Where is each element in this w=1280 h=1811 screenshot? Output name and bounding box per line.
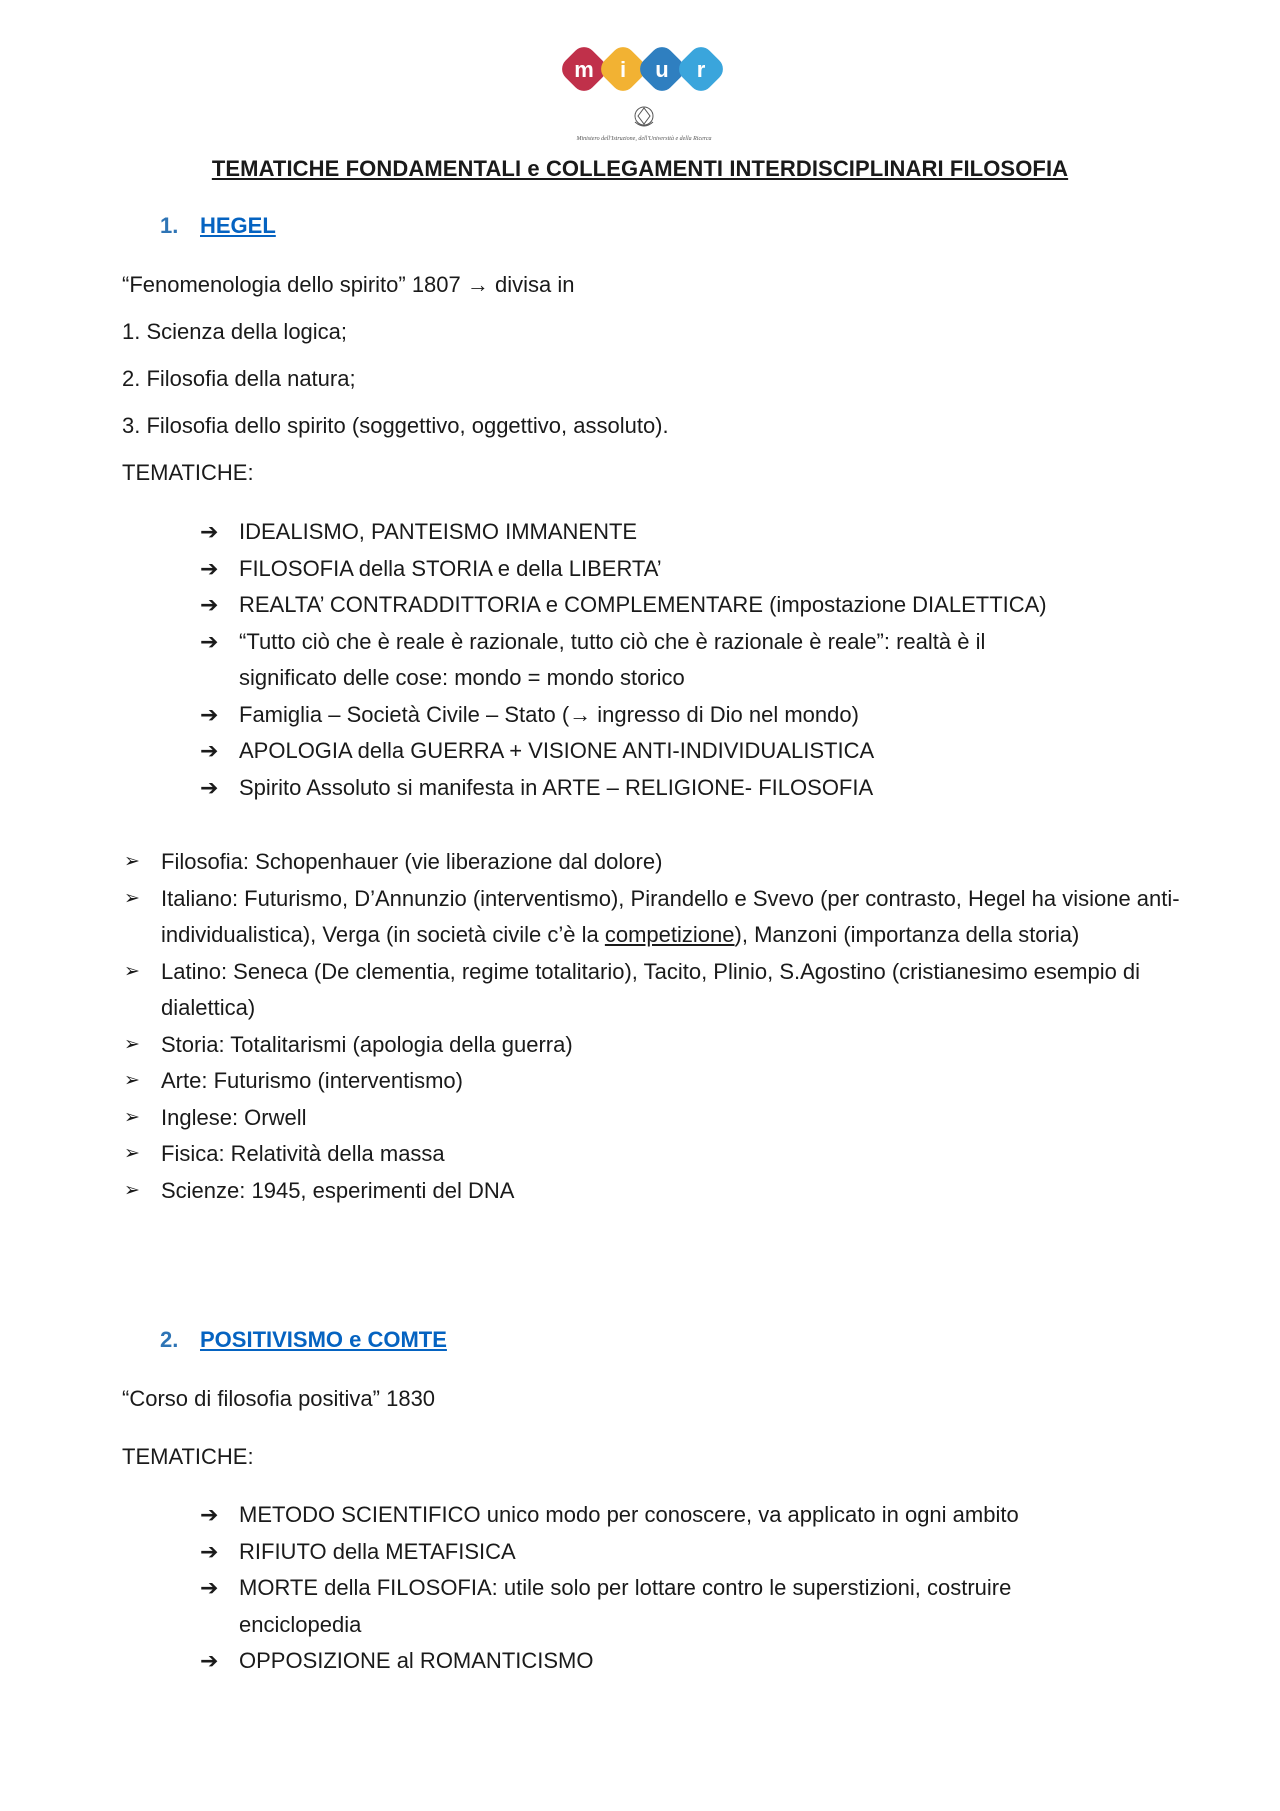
work-text: “Fenomenologia dello spirito” 1807: [122, 272, 467, 297]
list-item-text: IDEALISMO, PANTEISMO IMMANENTE: [239, 519, 638, 544]
triangle-bullet-icon: ➢: [124, 1070, 140, 1091]
section-title[interactable]: POSITIVISMO e COMTE: [200, 1327, 447, 1352]
list-item: [122, 844, 1182, 881]
right-arrow-icon: →: [466, 272, 489, 297]
list-item-text: APOLOGIA della GUERRA + VISIONE ANTI-INDIVIDUALISTICA: [239, 738, 875, 763]
list-item: [200, 697, 1160, 734]
list-item-text: Filosofia: Schopenhauer (vie liberazione dal dolore): [161, 849, 663, 874]
list-item: [122, 1027, 1182, 1064]
arrow-bullet-icon: ➔: [200, 628, 219, 654]
section-heading-hegel: [160, 213, 276, 239]
comte-work-line: “Corso di filosofia positiva” 1830: [122, 1386, 436, 1411]
list-item: [200, 770, 1160, 807]
page-title: TEMATICHE FONDAMENTALI e COLLEGAMENTI INTERDISCIPLINARI FILOSOFIA: [211, 156, 1069, 181]
miur-logo: [559, 44, 729, 144]
arrow-bullet-icon: ➔: [200, 555, 219, 581]
list-item-text: FILOSOFIA della STORIA e della LIBERTA’: [239, 555, 662, 581]
miur-logo-graphic: [559, 44, 729, 144]
hegel-part: 1. Scienza della logica;: [122, 319, 348, 344]
right-arrow-icon: →: [569, 701, 592, 727]
work-text-suffix: divisa in: [488, 272, 575, 297]
list-item: [200, 1534, 1160, 1571]
triangle-bullet-icon: ➢: [124, 887, 140, 909]
list-item-text: ingresso di Dio nel mondo): [591, 701, 859, 727]
list-item: [122, 881, 1182, 954]
arrow-bullet-icon: ➔: [200, 1538, 219, 1564]
list-item-text: Storia: Totalitarismi (apologia della guerra): [161, 1031, 573, 1057]
list-item: [200, 733, 1160, 770]
underlined-word: competizione: [604, 922, 735, 947]
arrow-bullet-icon: ➔: [200, 1502, 219, 1527]
section-title[interactable]: HEGEL: [200, 213, 276, 238]
list-item-text: METODO SCIENTIFICO unico modo per conoscere, va applicato in ogni ambito: [239, 1502, 1019, 1527]
list-item: [200, 624, 1079, 697]
arrow-bullet-icon: ➔: [200, 738, 219, 763]
list-item-text: Inglese: Orwell: [161, 1104, 307, 1130]
hegel-links-list: [122, 844, 1182, 1209]
arrow-bullet-icon: ➔: [200, 1648, 219, 1673]
triangle-bullet-icon: ➢: [124, 851, 140, 872]
list-item: [122, 1063, 1182, 1100]
section-number: 2.: [160, 1327, 179, 1352]
comte-themes-list: [200, 1497, 1160, 1680]
list-item: [200, 514, 1160, 551]
logo-letter-u: u: [655, 57, 669, 82]
triangle-bullet-icon: ➢: [124, 1179, 140, 1201]
hegel-part: 2. Filosofia della natura;: [122, 366, 356, 391]
list-item-text: Arte: Futurismo (interventismo): [161, 1068, 463, 1093]
list-item-text: Latino: Seneca (De clementia, regime totalitario), Tacito, Plinio, S.Agostino (cristianesimo esempio di dialettica): [161, 958, 1141, 1020]
list-item: [200, 1570, 1139, 1643]
triangle-bullet-icon: ➢: [124, 1106, 140, 1128]
list-item-text: Fisica: Relatività della massa: [161, 1141, 445, 1166]
logo-letter-i: i: [619, 57, 627, 82]
arrow-bullet-icon: ➔: [200, 701, 219, 727]
themes-label: TEMATICHE:: [122, 1444, 254, 1469]
list-item: [200, 551, 1160, 588]
logo-letter-m: m: [574, 57, 594, 82]
arrow-bullet-icon: ➔: [200, 1575, 219, 1600]
logo-letter-r: r: [696, 57, 706, 82]
arrow-bullet-icon: ➔: [200, 519, 219, 544]
list-item-text: “Tutto ciò che è reale è razionale, tutto ciò che è razionale è reale”: realtà è il significato delle cose: mondo = mondo storico: [239, 628, 986, 690]
themes-label: TEMATICHE:: [122, 460, 254, 485]
list-item: [200, 1643, 1160, 1680]
hegel-part: 3. Filosofia dello spirito (soggettivo, oggettivo, assoluto).: [122, 413, 669, 438]
triangle-bullet-icon: ➢: [124, 1143, 140, 1164]
list-item-text: OPPOSIZIONE al ROMANTICISMO: [239, 1648, 594, 1673]
list-item-text: Famiglia – Società Civile – Stato (: [239, 701, 570, 727]
list-item: [122, 1136, 1182, 1173]
triangle-bullet-icon: ➢: [124, 1033, 140, 1055]
list-item-text: Spirito Assoluto si manifesta in ARTE – RELIGIONE- FILOSOFIA: [239, 774, 874, 800]
logo-caption: Ministero dell'Istruzione, dell'Università e della Ricerca: [576, 136, 712, 142]
list-item: [200, 1497, 1160, 1534]
list-item-text: ), Manzoni (importanza della storia): [734, 922, 1080, 947]
list-item-text: MORTE della FILOSOFIA: utile solo per lottare contro le superstizioni, costruire enciclopedia: [239, 1575, 1012, 1637]
list-item-text: REALTA’ CONTRADDITTORIA e COMPLEMENTARE (impostazione DIALETTICA): [239, 592, 1047, 617]
hegel-themes-list: [200, 514, 1160, 806]
hegel-work-line: [122, 272, 574, 298]
list-item: [122, 954, 1141, 1027]
list-item-text: Scienze: 1945, esperimenti del DNA: [161, 1177, 515, 1203]
triangle-bullet-icon: ➢: [124, 960, 140, 982]
list-item: [122, 1173, 1182, 1210]
list-item: [122, 1100, 1182, 1137]
list-item-text: Italiano: Futurismo, D’Annunzio (interventismo), Pirandello e Svevo (per contrasto, Hegel ha visione anti-individualistica), Verga (in società civile c’è la: [161, 885, 1180, 947]
section-number: 1.: [160, 213, 179, 238]
arrow-bullet-icon: ➔: [200, 592, 219, 617]
list-item-text: RIFIUTO della METAFISICA: [239, 1538, 516, 1564]
italian-emblem-icon: [635, 107, 653, 126]
list-item: [200, 587, 1160, 624]
arrow-bullet-icon: ➔: [200, 774, 219, 800]
section-heading-positivismo: [160, 1327, 447, 1353]
